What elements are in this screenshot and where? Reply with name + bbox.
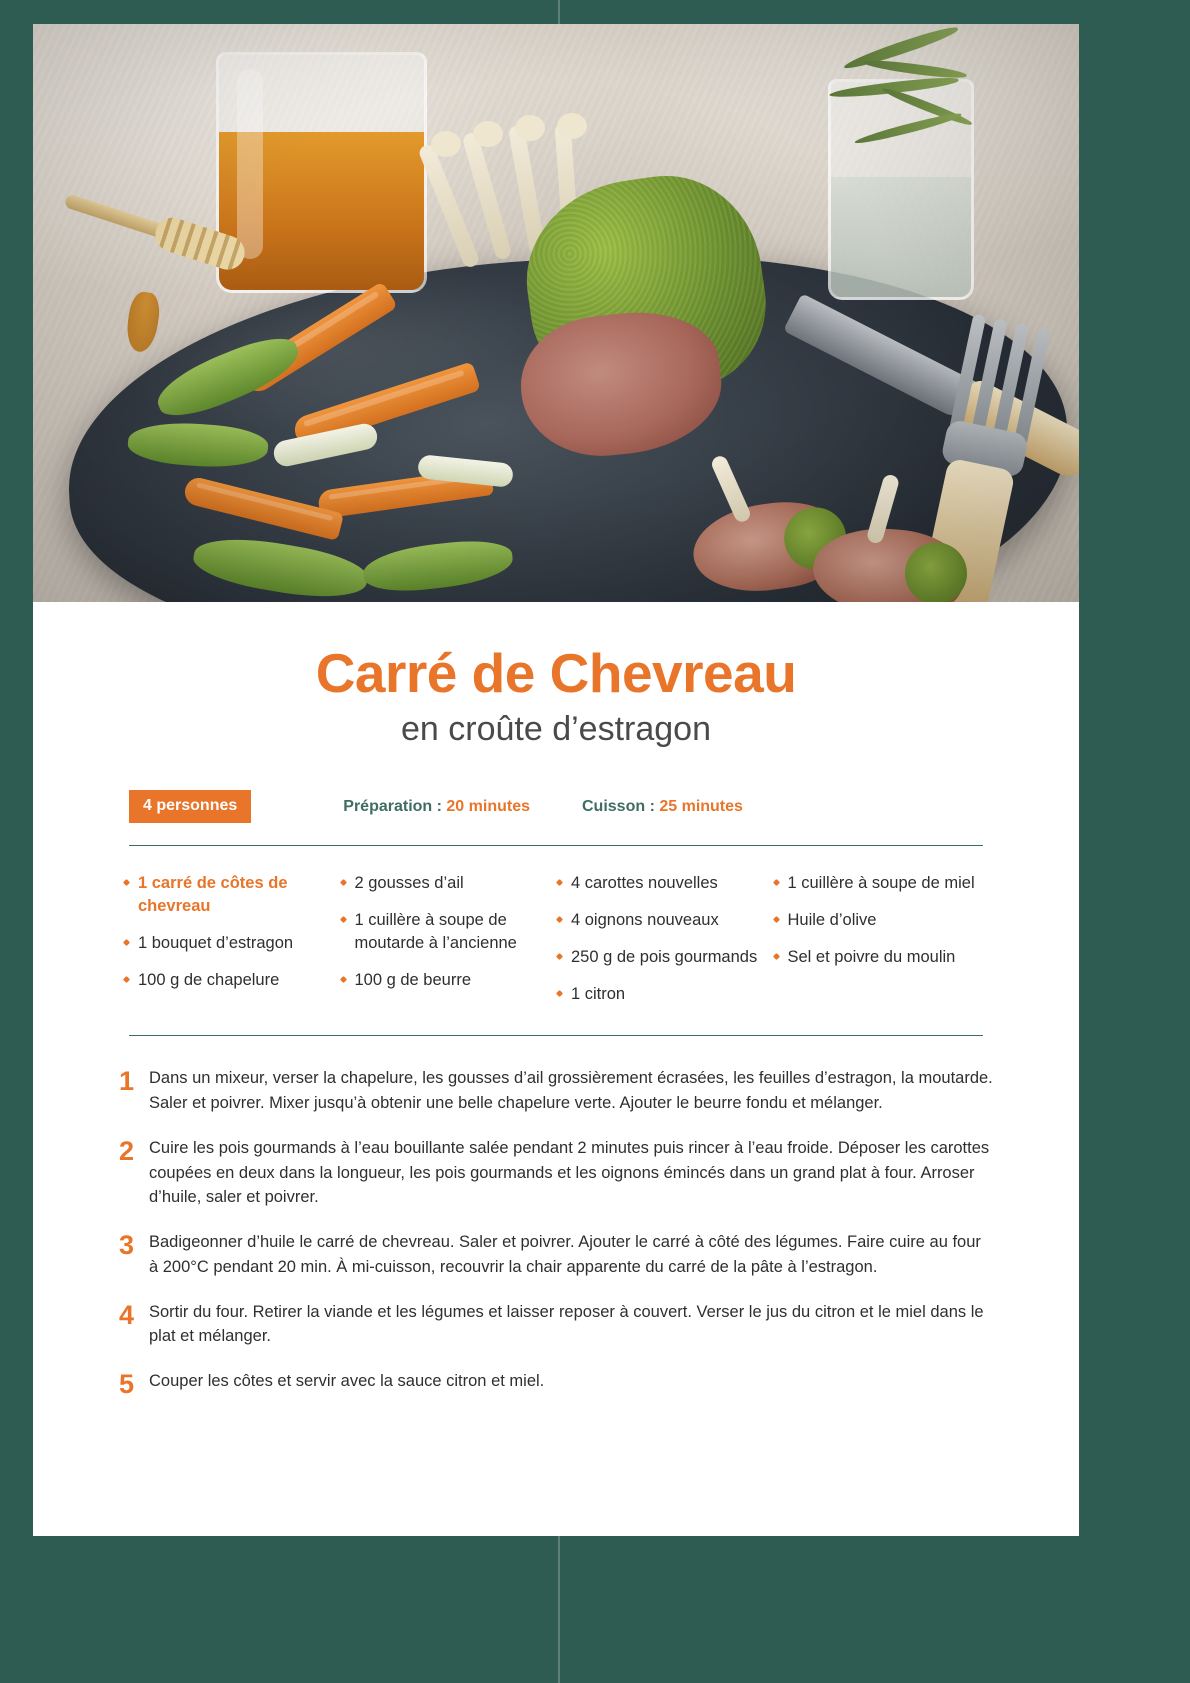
ingredient-item: 1 cuillère à soupe de miel <box>773 872 980 895</box>
step-text: Cuire les pois gourmands à l’eau bouillante salée pendant 2 minutes puis rincer à l’eau froide. Déposer les carottes coupées en deux dans la longueur, les pois gourmands et les oignons émincés dans un grand plat à four. Arroser d’huile, saler et poivrer. <box>149 1138 990 1207</box>
glass-water <box>831 177 971 297</box>
ingredients-column <box>340 872 557 1019</box>
prep-time <box>343 798 530 816</box>
step-number: 1 <box>119 1066 135 1097</box>
step-item <box>119 1230 993 1280</box>
step-number: 3 <box>119 1230 135 1261</box>
ingredient-item: Sel et poivre du moulin <box>773 946 980 969</box>
step-number: 4 <box>119 1299 135 1330</box>
cook-label: Cuisson : <box>582 797 655 815</box>
step-item <box>119 1066 993 1116</box>
glass-highlight <box>237 69 263 259</box>
ingredients-list <box>33 846 1079 1019</box>
steps-list <box>33 1036 1079 1398</box>
page-title: Carré de Chevreau <box>315 642 797 704</box>
recipe-page <box>33 24 1079 1536</box>
titles-block <box>33 602 1079 748</box>
ingredients-column <box>773 872 990 1019</box>
servings-badge: 4 personnes <box>129 790 251 823</box>
prep-label: Préparation : <box>343 797 442 815</box>
goat-rack <box>423 119 783 479</box>
ingredient-item: 250 g de pois gourmands <box>556 946 763 969</box>
ingredient-item: 4 oignons nouveaux <box>556 909 763 932</box>
step-text: Couper les côtes et servir avec la sauce citron et miel. <box>149 1372 545 1391</box>
prep-value: 20 minutes <box>446 797 530 815</box>
ingredients-column <box>556 872 773 1019</box>
ingredient-item: 1 citron <box>556 983 763 1006</box>
rib-bone-tip <box>557 113 587 139</box>
ingredients-column <box>123 872 340 1019</box>
ingredient-item: 1 carré de côtes de chevreau <box>123 872 330 918</box>
ingredient-item: 100 g de chapelure <box>123 969 330 992</box>
recipe-meta <box>33 790 1079 823</box>
step-number: 5 <box>119 1369 135 1400</box>
step-text: Dans un mixeur, verser la chapelure, les gousses d’ail grossièrement écrasées, les feuilles d’estragon, la moutarde. Saler et poivrer. Mixer jusqu’à obtenir une belle chapelure verte. Ajouter le beurre fondu et mélanger. <box>149 1069 993 1113</box>
step-text: Sortir du four. Retirer la viande et les légumes et laisser reposer à couvert. Verser le jus du citron et le miel dans le plat et mélanger. <box>149 1302 984 1346</box>
rib-bone-tip <box>473 121 503 147</box>
step-item <box>119 1136 993 1210</box>
ingredient-item: 4 carottes nouvelles <box>556 872 763 895</box>
ingredient-item: Huile d’olive <box>773 909 980 932</box>
ingredient-item: 2 gousses d’ail <box>340 872 547 895</box>
ingredient-item: 1 bouquet d’estragon <box>123 932 330 955</box>
rib-bone-tip <box>431 131 461 157</box>
ingredient-item: 1 cuillère à soupe de moutarde à l’ancienne <box>340 909 547 955</box>
ingredient-item: 100 g de beurre <box>340 969 547 992</box>
rib-bone-tip <box>515 115 545 141</box>
page-subtitle: en croûte d’estragon <box>401 710 711 748</box>
step-text: Badigeonner d’huile le carré de chevreau. Saler et poivrer. Ajouter le carré à côté des légumes. Faire cuire au four à 200°C pendant 20 min. À mi-cuisson, recouvrir la chair apparente du carré de la pâte à l’estragon. <box>149 1233 981 1276</box>
cook-time <box>582 798 743 816</box>
step-number: 2 <box>119 1135 135 1166</box>
recipe-photo <box>33 24 1079 602</box>
step-item <box>119 1300 993 1350</box>
step-item <box>119 1369 993 1398</box>
cook-value: 25 minutes <box>659 797 743 815</box>
